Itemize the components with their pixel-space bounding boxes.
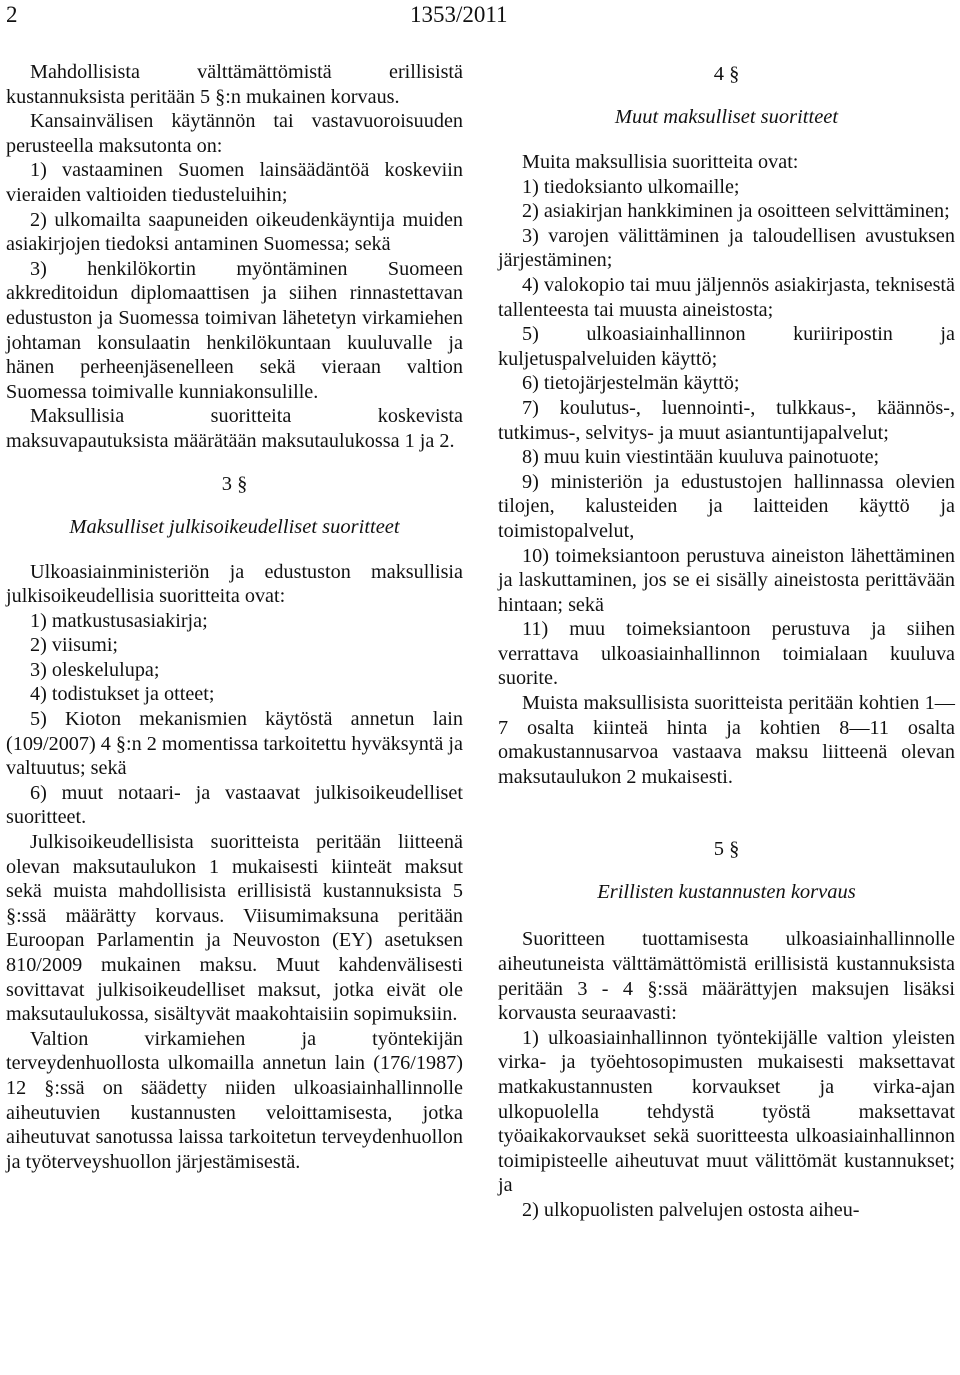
paragraph: Muita maksullisia suoritteita ovat:: [522, 151, 799, 173]
list-item: 2) ulkomailta saapuneiden oikeudenkäyntija muiden asiakirjojen tiedoksi antaminen Suomessa; sekä: [6, 208, 463, 256]
paragraph: Muista maksullisista suoritteista peritään kohtien 1—7 osalta kiinteä hinta ja kohtien 8—11 osalta omakustannusarvoa vastaava maksu liitteenä olevan maksutaulukon 2 mukaisesti.: [498, 692, 955, 788]
list-item: 3) henkilökortin myöntäminen Suomeen akkreditoidun diplomaattisen ja siihen rinnastettavan edustuston ja Suomessa toimivan lähetetyn virkamiehen johtaman konsulaatin henkilökuntaan kuuluvalle ja hänen perheenjäsenelleen sekä vieraan valtion Suomessa toimivalle kunniakonsulille.: [6, 257, 463, 403]
list-item: 3) varojen välittäminen ja taloudellisen avustuksen järjestäminen;: [498, 224, 955, 272]
section-heading: 3 §: [221, 472, 248, 495]
section-title: Erillisten kustannusten korvaus: [597, 881, 856, 904]
list-item: 3) oleskelulupa;: [30, 658, 160, 681]
paragraph: Mahdollisista välttämättömistä erillisistä kustannuksista peritään 5 §:n mukainen korvaus.: [6, 61, 463, 108]
section-title: Maksulliset julkisoikeudelliset suoritteet: [69, 515, 400, 538]
section-heading: 4 §: [713, 63, 740, 85]
paragraph: Julkisoikeudellisista suoritteista peritään liitteenä olevan maksutaulukon 1 mukaisesti kiinteät maksut sekä muista mahdollisista erillisistä kustannuksista 5 §:ssä määrätty korvaus. Viisumimaksuna peritään Euroopan Parlamentin ja Neuvoston (EY) asetuksen 810/2009 mukainen maksu. Muut kahdenvälisesti sovittavat julkisoikeudelliset maksut, jotka eivät ole maksutaulukossa, sisältyvät maakohtaisiin sopimuksiin.: [6, 831, 463, 1026]
paragraph: Valtion virkamiehen ja työntekijän terveydenhuollosta ulkomailla annetun lain (176/1987) 12 §:ssä on säädetty niiden ulkoasiainhallinnolle aiheutuvien kustannusten veloittamisesta, jotka aiheutuvat sanotussa laissa tarkoitetun terveydenhuollon ja työterveyshuollon järjestämisestä.: [6, 1027, 463, 1173]
list-item: 7) koulutus-, luennointi-, tulkkaus-, käännös-, tutkimus-, selvitys- ja muut asiantuntijapalvelut;: [498, 396, 955, 444]
section-heading: 5 §: [713, 838, 740, 861]
paragraph: Ulkoasiainministeriön ja edustuston maksullisia julkisoikeudellisia suoritteita ovat:: [6, 560, 463, 608]
list-item: 9) ministeriön ja edustustojen hallinnassa olevien tilojen, kalusteiden ja laitteiden käyttö ja toimistopalvelut,: [498, 470, 955, 542]
page-number: 2: [6, 2, 18, 27]
list-item: 2) ulkopuolisten palvelujen ostosta aiheu-: [522, 1198, 860, 1221]
paragraph: Kansainvälisen käytännön tai vastavuoroisuuden perusteella maksutonta on:: [6, 110, 463, 157]
list-item: 1) matkustusasiakirja;: [30, 609, 208, 632]
document-id: 1353/2011: [410, 2, 508, 27]
section-title: Muut maksulliset suoritteet: [614, 106, 839, 128]
paragraph: Maksullisia suoritteita koskevista maksuvapautuksista määrätään maksutaulukossa 1 ja 2.: [6, 405, 463, 452]
list-item: 2) viisumi;: [30, 634, 119, 657]
list-item: 6) tietojärjestelmän käyttö;: [522, 372, 740, 395]
list-item: 4) valokopio tai muu jäljennös asiakirjasta, teknisestä tallenteesta tai muusta aineistosta;: [498, 273, 955, 321]
list-item: 1) tiedoksianto ulkomaille;: [522, 175, 740, 198]
list-item: 5) ulkoasiainhallinnon kuriiripostin ja kuljetuspalveluiden käyttö;: [498, 323, 955, 370]
list-item: 11) muu toimeksiantoon perustuva ja siihen verrattava ulkoasiainhallinnon toimialaan kuuluva suorite.: [498, 618, 955, 690]
right-column: [498, 62, 955, 1223]
list-item: 5) Kioton mekanismien käytöstä annetun lain (109/2007) 4 §:n 2 momentissa tarkoitettu hyväksyntä ja valtuutus; sekä: [6, 708, 463, 780]
list-item: 8) muu kuin viestintään kuuluva painotuote;: [522, 446, 880, 469]
list-item: 10) toimeksiantoon perustuva aineiston lähettäminen ja laskuttaminen, jos se ei sisälly aineistosta perittävään hintaan; sekä: [498, 544, 955, 616]
paragraph: Suoritteen tuottamisesta ulkoasiainhallinnolle aiheutuneista välttämättömistä erillisistä kustannuksista peritään 3 - 4 §:ssä määrättyjen maksujen lisäksi korvausta seuraavasti:: [498, 928, 955, 1025]
left-column: [6, 60, 463, 1174]
list-item: 6) muut notaari- ja vastaavat julkisoikeudelliset suoritteet.: [6, 781, 463, 829]
list-item: 4) todistukset ja otteet;: [30, 683, 215, 706]
list-item: 2) asiakirjan hankkiminen ja osoitteen selvittäminen;: [522, 200, 950, 223]
list-item: 1) vastaaminen Suomen lainsäädäntöä koskeviin vieraiden valtioiden tiedusteluihin;: [6, 159, 463, 206]
list-item: 1) ulkoasiainhallinnon työntekijälle valtion yleisten virka- ja työehtosopimusten mukaisesti maksettavat matkakustannusten korvaukset ja virka-ajan ulkopuolella tehdystä työstä maksettavat työaikakorvaukset sekä suoritteesta ulkoasiainhallinnon toimipisteelle aiheutuvat muut välittömät kustannukset; ja: [498, 1026, 955, 1197]
